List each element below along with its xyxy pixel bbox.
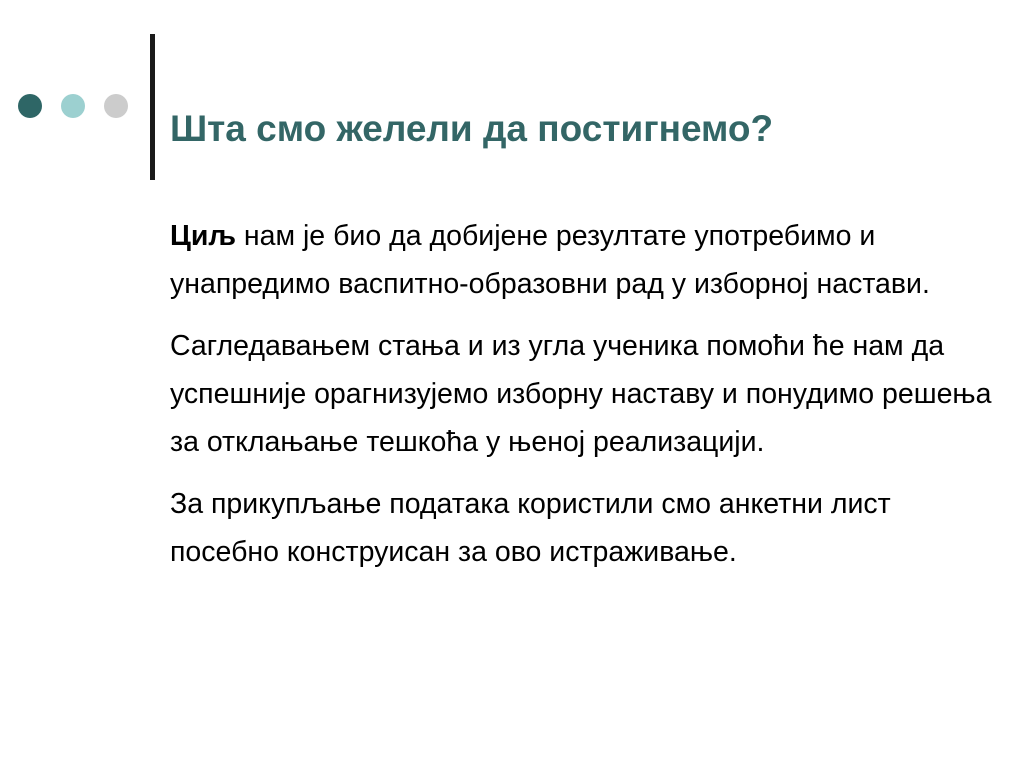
slide-body xyxy=(170,212,1005,590)
decorative-dot-grey xyxy=(104,94,128,118)
vertical-divider xyxy=(150,34,155,180)
slide-title: Шта смо желели да постигнемо? xyxy=(170,108,774,149)
decorative-dot-dark xyxy=(18,94,42,118)
paragraph-goal-text: нам је био да добијене резултате употребимо и унапредимо васпитно-образовни рад у изборној настави. xyxy=(170,220,930,300)
decorative-dot-light xyxy=(61,94,85,118)
paragraph-assessment: Сагледавањем стања и из угла ученика помоћи ће нам да успешније орагнизујемо изборну наставу и понудимо решења за отклањање тешкоћа у њеној реализацији. xyxy=(170,330,992,458)
paragraph-goal xyxy=(170,212,1005,308)
paragraph-method: За прикупљање података користили смо анкетни лист посебно конструисан за ово истраживање. xyxy=(170,488,891,568)
paragraph-goal-lead: Циљ xyxy=(170,220,236,252)
